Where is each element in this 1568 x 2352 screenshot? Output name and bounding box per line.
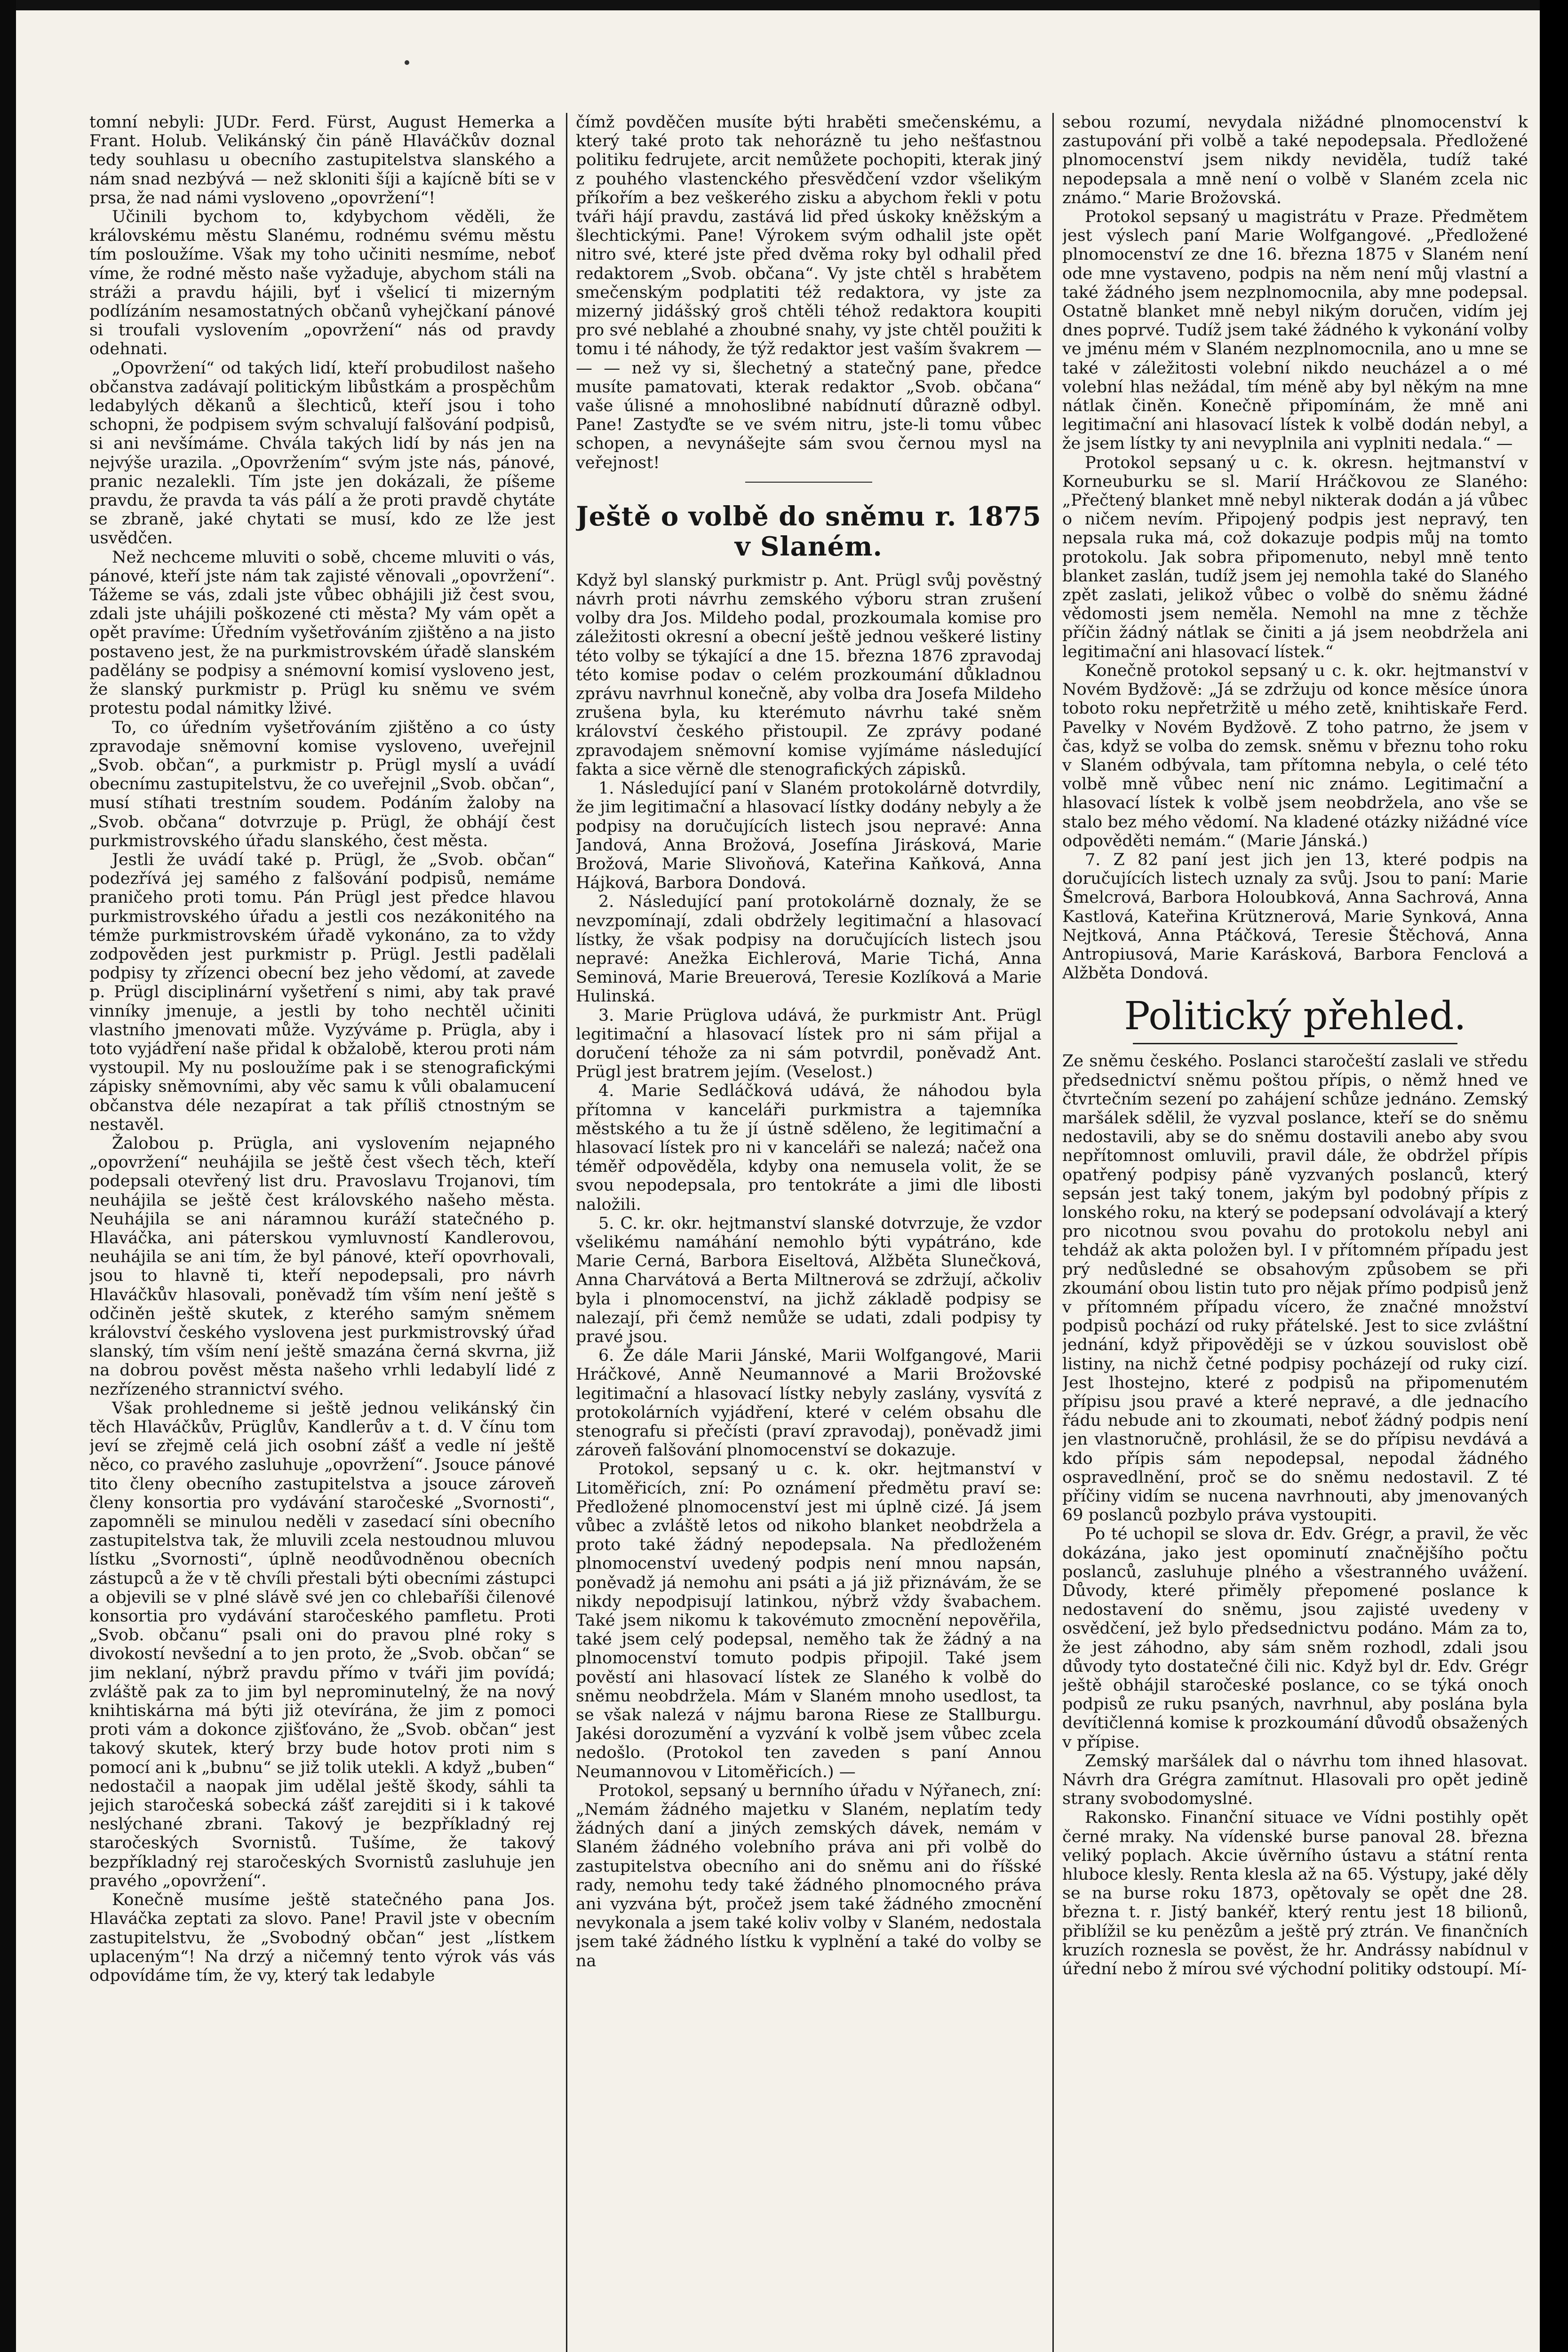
paragraph: Po té uchopil se slova dr. Edv. Grégr, a pravil, že věc dokázána, jako jest opominutí značnějšího počtu poslanců, zasluhuje plného a všestranného uvážení. Důvody, které přiměly přepomené poslance k nedostavení do sněmu, jsou zajisté uvedeny v osvědčení, jež bylo předsednictvu podáno. Mám za to, že jest záhodno, aby sám sněm rozhodl, zdali jsou důvody tyto dostatečné čili nic. Když byl dr. Edv. Grégr ještě obhájil staročeské poslance, co se týká onoch podpisů ze ruku psaných, navrhnul, aby poslána byla devítičlenná komise k prozkoumání důvodů obsažených v přípise. xyxy=(1062,1525,1528,1752)
paragraph: To, co úředním vyšetřováním zjištěno a co ústy zpravodaje sněmovní komise vysloveno, uveřejnil „Svob. občan“, a purkmistr p. Prügl myslí a uvádí obecnímu zastupitelstvu, že co uveřejnil „Svob. občan“, musí stíhati trestním soudem. Podáním žaloby na „Svob. občana“ dotvrzuje p. Prügl, že obhájí čest purkmistrovského úřadu slanského, čest města. xyxy=(89,718,555,850)
paragraph: 3. Marie Prüglova udává, že purkmistr Ant. Prügl legitimační a hlasovací lístek pro ni sám přijal a doručení téhože za ni sám potvrdil, poněvadž Ant. Prügl jest bratrem jejím. (Veselost.) xyxy=(576,1006,1042,1082)
paragraph: Učinili bychom to, kdybychom věděli, že královskému městu Slanému, rodnému svému městu tím posloužíme. Však my toho učiniti nesmíme, neboť víme, že rodné město naše vyžaduje, abychom stáli na stráži a pravdu hájili, byť i všelicí ti mizerným podlízáním nesamostatných občanů vyhejčkaní pánové si troufali vyslovením „opovržení“ nás od pravdy odehnati. xyxy=(89,207,555,359)
column-1 xyxy=(89,113,555,2352)
paragraph: čímž povděčen musíte býti hraběti smečenskému, a který také proto tak nehorázně tu jeho nešťastnou politiku fedrujete, arcit nemůžete pochopiti, kterak jiný z pouhého vlastenckého přesvědčení vzdor všelikým příkořím a bez veškerého zisku a abychom řekli v potu tváři hájí pravdu, zastává lid před úskoky kněžským a šlechtickými. Pane! Výrokem svým odhalil jste opět nitro své, které jste před dvěma roky byl odhalil před redaktorem „Svob. občana“. Vy jste chtěl s hrabětem smečenským podplatiti též redaktora, vy jste za mizerný jidášský groš chtěli téhož redaktora koupiti pro své neblahé a zhoubné snahy, vy jste chtěl použiti k tomu i té náhody, že týž redaktor jest vaším švakrem — — — než vy si, šlechetný a statečný pane, předce musíte pamatovati, kterak redaktor „Svob. občana“ vaše úlisné a mnohoslibné nabídnutí důrazně odbyl. Pane! Zastyďte se ve svém nitru, jste-li tomu vůbec schopen, a nevynášejte sám svou černou mysl na veřejnost! xyxy=(576,113,1042,472)
paragraph: tomní nebyli: JUDr. Ferd. Fürst, August Hemerka a Frant. Holub. Velikánský čin páně Hlaváčkův doznal tedy souhlasu u obecního zastupitelstva slanského a nám snad nezbývá — než skloniti šíji a kajícně bíti se v prsa, že nad námi vysloveno „opovržení“! xyxy=(89,113,555,207)
paragraph: Když byl slanský purkmistr p. Ant. Prügl svůj pověstný návrh proti návrhu zemského výboru stran zrušení volby dra Jos. Mildeho podal, prozkoumala komise pro záležitosti okresní a obecní ještě jednou veškeré listiny této volby se týkající a dne 15. března 1876 zpravodaj této komise podav o celém prozkoumání důkladnou zprávu navrhnul konečně, aby volba dra Josefa Mildeho zrušena byla, ku kterémuto návrhu také sněm království českého přistoupil. Ze zprávy podané zpravodajem sněmovní komise vyjímáme následující fakta a sice věrně dle stenografických zápisků. xyxy=(576,571,1042,779)
column-rule xyxy=(1052,113,1054,2352)
paragraph: „Opovržení“ od takých lidí, kteří probudilost našeho občanstva zadávají politickým libůstkám a prospěchům ledabylých děkanů a šlechticů, kteří jsou i toho schopni, že podpisem svým schvalují falšování podpisů, si ani nevšímáme. Chvála takých lidí by nás jen na nejvýše urazila. „Opovržením“ svým jste nás, pánové, pranic nezalekli. Tím jste jen dokázali, že píšeme pravdu, že pravda ta vás pálí a že proti pravdě chytáte se zbraně, jaké chytati se musí, kdo ze lže jest usvědčen. xyxy=(89,358,555,548)
scan-border-top xyxy=(0,0,1568,10)
paragraph: Jestli že uvádí také p. Prügl, že „Svob. občan“ podezřívá jej samého z falšování podpisů, nemáme praničeho proti tomu. Pán Prügl jest předce hlavou purkmistrovského úřadu a jestli cos nezákonitého na témže purkmistrovském úřadě vykonáno, za to vždy zodpověden jest purkmistr p. Prügl. Jestli padělali podpisy ty zřízenci obecní bez jeho vědomí, at zavede p. Prügl disciplinární vyšetření s nimi, aby tak pravé vinníky jmenuje, a jestli by toho nechtěl učiniti vlastního jmenovati může. Vyzýváme p. Prügla, aby i toto vyjádření naše přidal k obžalobě, kterou proti nám vystoupil. My nu posloužíme pak i se stenografickými zápisky sněmovními, aby věc samu k vůli obalamucení občanstva déle nezapírat a tak příliš ctnostným se nestavěl. xyxy=(89,850,555,1134)
scan-speck xyxy=(405,60,409,65)
column-rule xyxy=(566,113,567,2352)
heading-rule xyxy=(1133,1043,1457,1044)
paragraph: Protokol sepsaný u c. k. okresn. hejtmanství v Korneuburku se sl. Marií Hráčkovou ze Slaného: „Přečtený blanket mně nebyl nikterak dodán a já vůbec o ničem nevím. Připojený podpis jest nepravý, ten nepsala ruka má, což dokazuje podpis můj na tomto protokolu. Jak sobra připomenuto, nebyl mně tento blanket zaslán, tudíž jsem jej nemohla také do Slaného zpět zaslati, jelikož vůbec o volbě do sněmu žádné vědomosti jsem neměla. Nemohl na mne z těchže příčin žádný nátlak se činiti a já jsem neobdržela ani legitimační ani hlasovací lístek.“ xyxy=(1062,453,1528,661)
paragraph: 1. Následující paní v Slaném protokolárně dotvrdily, že jim legitimační a hlasovací lístky dodány nebyly a že podpisy na doručujících listech jsou nepravé: Anna Jandová, Anna Brožová, Josefína Jirásková, Marie Brožová, Marie Slivoňová, Kateřina Kaňková, Anna Hájková, Barbora Dondová. xyxy=(576,779,1042,893)
paragraph: Konečně protokol sepsaný u c. k. okr. hejtmanství v Novém Bydžově: „Já se zdržuju od konce měsíce února toboto roku nepřetržitě u mého zetě, knihtiskaře Ferd. Pavelky v Novém Bydžově. Z toho patrno, že jsem v čas, když se volba do zemsk. sněmu v březnu toho roku v Slaném odbývala, tam přítomna nebyla, o celé této volbě mně vůbec není nic známo. Legitimační a hlasovací lístek k volbě jsem neobdržela, ano vše se stalo bez mého vědomí. Na kladené otázky nižádné více odpověděti nemám.“ (Marie Jánská.) xyxy=(1062,661,1528,850)
paragraph: Žalobou p. Prügla, ani vyslovením nejapného „opovržení“ neuhájila se ještě čest všech těch, kteří podepsali otevřený list dru. Pravoslavu Trojanovi, tím neuhájila se ještě čest královského našeho města. Neuhájila se ani náramnou kuráží statečného p. Hlaváčka, ani páterskou vymluvností Kandlerovou, neuhájila se ani tím, že byl pánové, kteří opovrhovali, jsou to hlavně ti, kteří nepodepsali, pro návrh Hlaváčkův hlasovali, poněvadž tím vším není ještě s odčiněn ještě skutek, z kterého samým sněmem království českého vyslovena jest purkmistrovský úřad slanský, tím vším není ještě smazána černá skvrna, již na dobrou pověst města našeho vrhli ledabylí lidé z nezřízeného strannictví svého. xyxy=(89,1134,555,1399)
section-heading: Ještě o volbě do sněmu r. 1875 v Slaném. xyxy=(576,501,1042,562)
paragraph: Však prohledneme si ještě jednou velikánský čin těch Hlaváčkův, Prüglův, Kandlerův a t. d. V čínu tom jeví se zřejmě celá jich osobní zášť a vedle ní ještě něco, co pravého zasluhuje „opovržení“. Jsouce pánové tito členy obecního zastupitelstva a jsouce zároveň členy konsortia pro vydávání staročeské „Svornosti“, zapomněli se minulou neděli v zasedací síni obecního zastupitelstva tak, že mluvili zcela nestoudnou mluvou lístku „Svornosti“, úplně neodůvodněnou obecních zástupců a že v tě chvíli přestali býti obecními zástupci a objevili se v plné slávě své jen co chlebaříši čilenové konsortia pro vydávání staročeského pamfletu. Proti „Svob. občanu“ psali oni do pravou plné roky s divokostí nevšední a to jen proto, že „Svob. občan“ se jim neklaní, nýbrž pravdu přímo v tváři jim povídá; zvláště pak za to jim byl neprominutelný, že na nový knihtiskárna má býti již otevírána, že jim z pomoci proti vám a dokonce zjišťováno, že „Svob. občan“ jest takový skutek, který brzy bude hotov proti nim s pomocí ani k „bubnu“ se již tolik utekli. A když „buben“ nedostačil a naopak jim udělal ještě škody, sáhli ta jejich staročeská sobecká zášť zarejditi si i k takové neslýchané zbrani. Takový je bezpříkladný rej staročeských Svornistů. Tušíme, že takový bezpříkladný rej staročeských Svornistů zasluhuje jen pravého „opovržení“. xyxy=(89,1398,555,1891)
paragraph: 7. Z 82 paní jest jich jen 13, které podpis na doručujících listech uznaly za svůj. Jsou to paní: Marie Šmelcrová, Barbora Holoubková, Anna Sachrová, Anna Kastlová, Kateřina Krütznerová, Marie Synková, Anna Nejtková, Anna Ptáčková, Teresie Štěchová, Anna Antropiusová, Marie Karásková, Barbora Fenclová a Alžběta Dondová. xyxy=(1062,850,1528,983)
paragraph: sebou rozumí, nevydala nižádné plnomocenství k zastupování při volbě a také nepodepsala. Předložené plnomocenství jsem nikdy neviděla, tudíž také nepodepsala a mně není o volbě v Slaném zcela nic známo.“ Marie Brožovská. xyxy=(1062,113,1528,207)
paragraph: Zemský maršálek dal o návrhu tom ihned hlasovat. Návrh dra Grégra zamítnut. Hlasovali pro opět jedině strany svobodomyslné. xyxy=(1062,1751,1528,1809)
paragraph: Protokol sepsaný u magistrátu v Praze. Předmětem jest výslech paní Marie Wolfgangové. „Předložené plnomocenství ze dne 16. března 1875 v Slaném není ode mne vystaveno, podpis na něm není můj vlastní a také žádného jsem nezplnomocnila, aby mne podepsal. Ostatně blanket mně nebyl nikým doručen, vidím jej dnes poprvé. Tudíž jsem také žádného k vykonání volby ve jménu mém v Slaném nezplnomocnila, ano u mne se také v záležitosti volební nikdo neucházel a o mé volební hlas nežádal, tím méně aby byl někým na mne nátlak činěn. Konečně připomínám, že mně ani legitimační ani hlasovací lístek k volbě dodán nebyl, a že jsem lístky ty ani nevyplnila ani vyplniti nedala.“ — xyxy=(1062,207,1528,453)
newspaper-page xyxy=(89,113,1528,2352)
column-2 xyxy=(576,113,1042,2352)
paragraph: Konečně musíme ještě statečného pana Jos. Hlaváčka zeptati za slovo. Pane! Pravil jste v obecním zastupitelstvu, že „Svobodný občan“ jest „lístkem uplaceným“! Na drzý a ničemný tento výrok vás vás odpovídáme tím, že vy, který tak ledabyle xyxy=(89,1891,555,1985)
column-3 xyxy=(1062,113,1528,2352)
paragraph: 4. Marie Sedláčková udává, že náhodou byla přítomna v kanceláři purkmistra a tajemníka městského a tu že jí ústně sděleno, že legitimační a hlasovací lístek pro ni v kanceláři se nalezá; načež ona téměř odpověděla, kdyby ona nemusela volit, že se svou nepodepsala, pro tentokráte a jimi dle libosti naložili. xyxy=(576,1081,1042,1214)
paragraph: Rakonsko. Finanční situace ve Vídni postihly opět černé mraky. Na vídenské burse panoval 28. března veliký poplach. Akcie úvěrního ústavu a státní renta hluboce klesly. Renta klesla až na 65. Výstupy, jaké děly se na burse roku 1873, opětovaly se opět dne 28. března t. r. Jistý bankéř, který rentu jest 18 bilionů, přiblížil se ku penězům a ještě prý ztrán. Ve finančních kruzích roznesla se pověst, že hr. Andrássy nabídnul v úřední nebo ž mírou své východní politiky odstoupí. Mí- xyxy=(1062,1808,1528,1979)
scan-border-left xyxy=(0,0,16,2352)
paragraph: 2. Následující paní protokolárně doznaly, že se nevzpomínají, zdali obdržely legitimační a hlasovací lístky, že však podpisy na doručujících listech jsou nepravé: Anežka Eichlerová, Marie Tichá, Anna Seminová, Marie Breuerová, Teresie Kozlíková a Marie Hulinská. xyxy=(576,892,1042,1006)
paragraph: Protokol, sepsaný u c. k. okr. hejtmanství v Litoměřicích, zní: Po oznámení předmětu praví se: Předložené plnomocenství jest mi úplně cizé. Já jsem vůbec a zvláště letos od nikoho blanket neobdržela a proto také žádný nepodepsala. Na předloženém plnomocenství uvedený podpis není mnou napsán, poněvadž já nemohu ani psáti a já již přiznávám, že se nikdy nepodpisují latinkou, nýbrž vždy švabachem. Také jsem nikomu k takovémuto zmocnění nepověřila, také jsem celý podepsal, neměho tak že žádný a na plnomocenství tomuto podpis připojil. Také jsem pověstí ani hlasovací lístek ze Slaného k volbě do sněmu neobdržela. Mám v Slaném mnoho usedlost, ta se však nalezá v nájmu barona Riese ze Stallburgu. Jakési dorozumění a vyzvání k volbě jsem vůbec zcela nedošlo. (Protokol ten zaveden s paní Annou Neumannovou v Litoměřicích.) — xyxy=(576,1460,1042,1781)
scan-border-right xyxy=(1540,0,1568,2352)
paragraph: Než nechceme mluviti o sobě, chceme mluviti o vás, pánové, kteří jste nám tak zajisté věnovali „opovržení“. Tážeme se vás, zdali jste vůbec obhájili již čest svou, zdali jste uhájili poškozené cti města? My vám opět a opět pravíme: Úředním vyšetřováním zjištěno a na jisto postaveno jest, že na purkmistrovském úřadě slanském padělány se podpisy a snémovní komisí vysloveno jest, že slanský purkmistr p. Prügl ku sněmu ve svém protestu podal námitky lživé. xyxy=(89,548,555,718)
paragraph: Protokol, sepsaný u bernního úřadu v Nýřanech, zní: „Nemám žádného majetku v Slaném, neplatím tedy žádných daní a jiných zemských dávek, nemám v Slaném žádného volebního práva ani při volbě do zastupitelstva obecního ani do sněmu ani do říšské rady, nemohu tedy také žádného plnomocného práva ani vyzvána být, pročež jsem také žádného zmocnění nevykonala a jsem také koliv volby v Slaném, nedostala jsem také žádného lístku k vyplnění a také do volby se na xyxy=(576,1781,1042,1971)
paragraph: Ze sněmu českého. Poslanci staročeští zaslali ve středu předsednictví sněmu poštou přípis, o němž hned ve čtvrtečním sezení po zahájení schůze jednáno. Zemský maršálek sdělil, že vyzval poslance, kteří se do sněmu nedostavili, aby se do sněmu dostavili anebo aby svou nepřítomnost omluvili, pravil dále, že obdržel přípis opatřený podpisy páně vyzvaných poslanců, který sepsán jest taký tonem, jakým byl podobný přípis z lonského roku, na který se podepsaní odvolávají a který pro nicotnou svou povahu do protokolu nebyl ani tehdáž ak akta položen byl. I v přítomném případu jest prý nedůsledné se obsahovým způsobem se při zkoumání obou listin tuto pro nějak přímo podpisů jenž v přítomném případu vícero, že značné množství podpisů pochází od ruky přátelské. Jest to sice zvláštní jednání, když připověději se v úzkou souvislost obě listiny, na nichž četné podpisy pocházejí od ruky cizí. Jest lhostejno, které z podpisů na připomenutém přípisu jsou pravé a které nepravé, a dle jednacího řádu nebude ani to zkoumati, neboť žádný podpis není jen vlastnoručně, prohlásil, že se do přípisu nevdává a kdo přípis sám nepodepsal, nepodal žádného ospravedlnění, proč se do sněmu nedostavil. Z té příčiny vidím se nucena navrhnouti, aby jmenovaných 69 poslanců pozbylo práva vystoupiti. xyxy=(1062,1052,1528,1525)
paragraph: 6. Že dále Marii Jánské, Marii Wolfgangové, Marii Hráčkové, Anně Neumannové a Marii Brožovské legitimační a hlasovací lístky nebyly zaslány, vysvítá z protokolárních vyjádření, které v celém obsahu dle stenografu si přečísti (praví zpravodaj), poněvadž jimi zároveň falšování plnomocenství se dokazuje. xyxy=(576,1346,1042,1460)
section-heading: Politický přehled. xyxy=(1124,994,1466,1039)
paragraph: 5. C. kr. okr. hejtmanství slanské dotvrzuje, že vzdor všelikému namáhání nemohlo býti vypátráno, kde Marie Cerná, Barbora Eiseltová, Alžběta Slunečková, Anna Charvátová a Berta Miltnerová se zdržují, ačkoliv byla i plnomocenství, na jichž základě podpisy se nalezají, při čemž nemůže se udati, zdali podpisy ty pravé jsou. xyxy=(576,1214,1042,1346)
separator-rule xyxy=(576,472,1042,491)
